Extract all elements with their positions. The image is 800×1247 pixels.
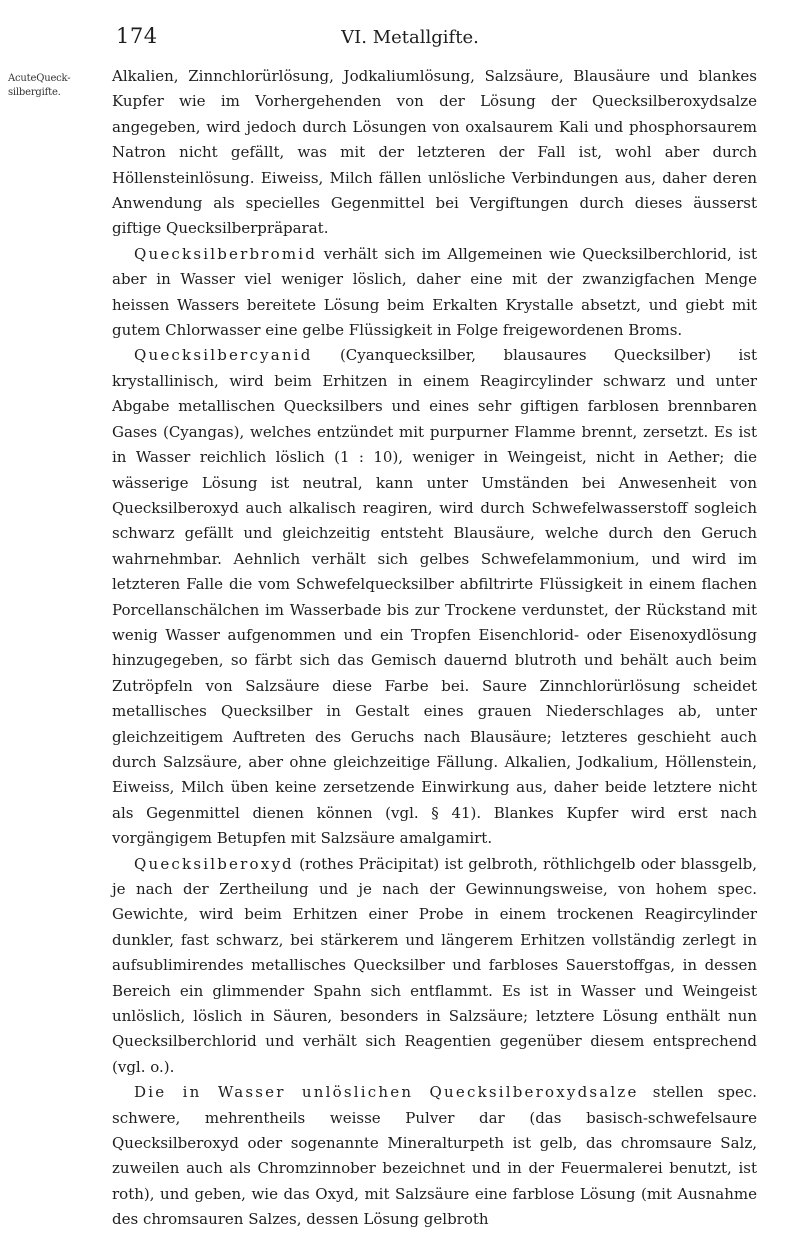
margin-note <box>8 72 70 100</box>
paragraph-lead: Quecksilberbromid <box>134 244 318 263</box>
margin-note-line: silbergifte. <box>8 87 61 98</box>
margin-note-line: AcuteQueck- <box>8 73 71 84</box>
paragraph <box>112 242 757 344</box>
paragraph <box>112 852 757 1081</box>
page-number: 174 <box>116 24 158 48</box>
paragraph <box>112 1080 757 1232</box>
paragraph-text: (Cyanquecksilber, blausaures Quecksilber) ist krystallinisch, wird beim Erhitzen in einem Reagircylinder schwarz und unter Abgabe metallischen Quecksilbers und eines sehr giftigen farblosen brennbaren Gases (Cyangas), welches entzündet mit purpurner Flamme brennt, zersetzt. Es ist in Wasser reichlich löslich (1 : 10), weniger in Weingeist, nicht in Aether; die wässerige Lösung ist neutral, kann unter Umständen bei Anwesenheit von Quecksilberoxyd auch alkalisch reagiren, wird durch Schwefelwasserstoff sogleich schwarz gefällt und gleichzeitig entsteht Blausäure, welche durch den Geruch wahrnehmbar. Aehnlich verhält sich gelbes Schwefelammonium, und wird im letzteren Falle die vom Schwefelquecksilber abfiltrirte Flüssigkeit in einem flachen Porcellanschälchen im Wasserbade bis zur Trockene verdunstet, der Rückstand mit wenig Wasser aufgenommen und ein Tropfen Eisenchlorid- oder Eisenoxydlösung hinzugegeben, so färbt sich das Gemisch dauernd blutroth und behält auch beim Zutröpfeln von Salzsäure diese Farbe bei. Saure Zinnchlorürlösung scheidet metallisches Quecksilber in Gestalt eines grauen Niederschlages ab, unter gleichzeitigem Auftreten des Geruchs nach Blausäure; letzteres geschieht auch durch Salzsäure, aber ohne gleichzeitige Fällung. Alkalien, Jodkalium, Höllenstein, Eiweiss, Milch üben keine zersetzende Einwirkung aus, daher beide letztere nicht als Gegenmittel dienen können (vgl. § 41). Blankes Kupfer wird erst nach vorgängigem Betupfen mit Salzsäure amalgamirt. <box>112 346 757 848</box>
paragraph-text: stellen spec. schwere, mehrentheils weisse Pulver dar (das basisch-schwefelsaure Quecksilberoxyd oder sogenannte Mineralturpeth ist gelb, das chromsaure Salz, zuweilen auch als Chromzinnober bezeichnet und in der Feuermalerei benutzt, ist roth), und geben, wie das Oxyd, mit Salzsäure eine farblose Lösung (mit Ausnahme des chromsauren Salzes, dessen Lösung gelbroth <box>112 1083 757 1229</box>
running-title: VI. Metallgifte. <box>341 27 479 48</box>
paragraph <box>112 343 757 851</box>
body-text <box>112 64 757 1233</box>
paragraph-text: verhält sich im Allgemeinen wie Quecksilberchlorid, ist aber in Wasser viel weniger löslich, daher eine mit der zwanzigfachen Menge heissen Wassers bereitete Lösung beim Erkalten Krystalle absetzt, und giebt mit gutem Chlorwasser eine gelbe Flüssigkeit in Folge freigewordenen Broms. <box>112 244 757 340</box>
paragraph-text: Alkalien, Zinnchlorürlösung, Jodkaliumlösung, Salzsäure, Blausäure und blankes Kupfer wie im Vorhergehenden von der Lösung der Quecksilberoxydsalze angegeben, wird jedoch durch Lösungen von oxalsaurem Kali und phosphorsaurem Natron nicht gefällt, was mit der letzteren der Fall ist, wohl aber durch Höllensteinlösung. Eiweiss, Milch fällen unlösliche Verbindungen aus, daher deren Anwendung als specielles Gegenmittel bei Vergiftungen durch dieses äusserst giftige Quecksilberpräparat. <box>112 67 757 238</box>
paragraph-text: (rothes Präcipitat) ist gelbroth, röthlichgelb oder blassgelb, je nach der Zertheilung und je nach der Gewinnungsweise, von hohem spec. Gewichte, wird beim Erhitzen einer Probe in einem trockenen Reagircylinder dunkler, fast schwarz, bei stärkerem und längerem Erhitzen vollständig zerlegt in aufsublimirendes metallisches Quecksilber und farbloses Sauerstoffgas, in dessen Bereich ein glimmender Spahn sich entflammt. Es ist in Wasser und Weingeist unlöslich, löslich in Säuren, besonders in Salzsäure; letztere Lösung enthält nun Quecksilberchlorid und verhält sich Reagentien gegenüber diesem entsprechend (vgl. o.). <box>112 854 757 1076</box>
paragraph-lead: Quecksilbercyanid <box>134 346 313 365</box>
paragraph-lead: Die in Wasser unlöslichen Quecksilberoxydsalze <box>134 1083 639 1102</box>
paragraph <box>112 64 757 242</box>
paragraph-lead: Quecksilberoxyd <box>134 854 294 873</box>
